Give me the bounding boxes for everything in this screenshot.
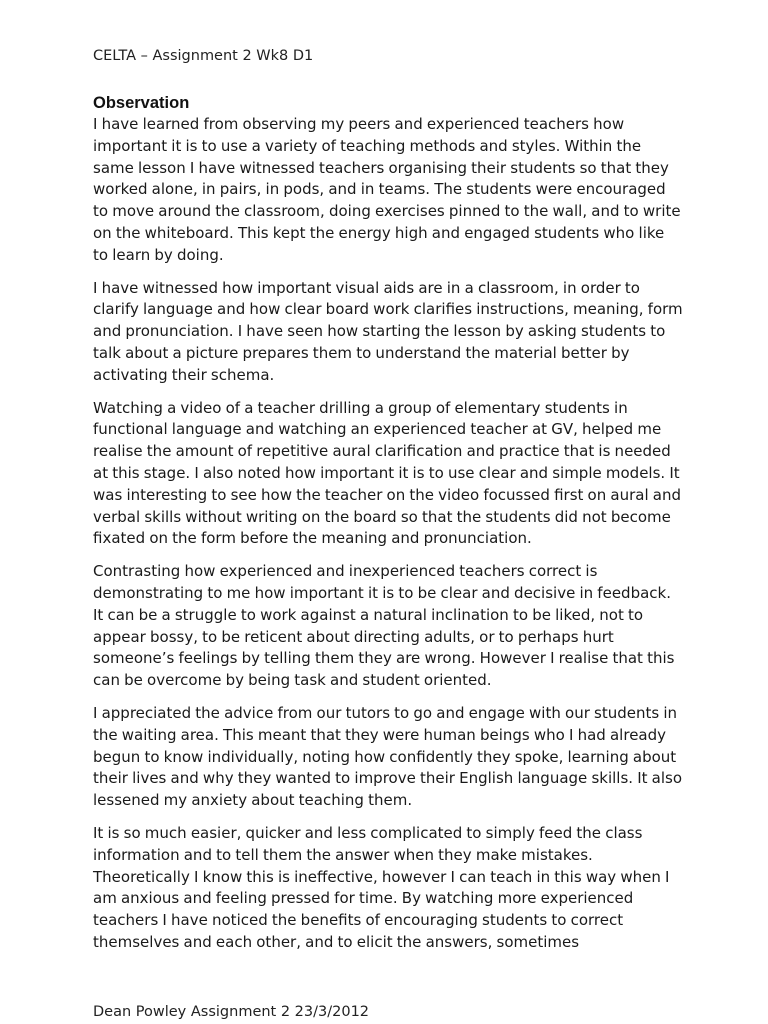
paragraph: I have witnessed how important visual aids are in a classroom, in order to clarify language and how clear board work clarifies instructions, meaning, form and pronunciation. I have seen how starting the lesson by asking students to talk about a picture prepares them to understand the material better by activating their schema. [93,278,683,384]
paragraph: It is so much easier, quicker and less complicated to simply feed the class information and to tell them the answer when they make mistakes. Theoretically I know this is ineffective, however I can teach in this way when I am anxious and feeling pressed for time. By watching more experienced teachers I have noticed the benefits of encouraging students to correct themselves and each other, and to elicit the answers, sometimes [93,823,670,951]
paragraph: I have learned from observing my peers and experienced teachers how important it is to use a variety of teaching methods and styles. Within the same lesson I have witnessed teachers organising their students so that they worked alone, in pairs, in pods, and in teams. The students were encouraged to move around the classroom, doing exercises pinned to the wall, and to write on the whiteboard. This kept the energy high and engaged students who like to learn by doing. [93,115,681,264]
document-body [93,92,683,965]
page-header: CELTA – Assignment 2 Wk8 D1 [93,48,314,64]
paragraph: Contrasting how experienced and inexperienced teachers correct is demonstrating to me how important it is to be clear and decisive in feedback. It can be a struggle to work against a natural inclination to be liked, not to appear bossy, to be reticent about directing adults, or to perhaps hurt someone’s feelings by telling them they are wrong. However I realise that this can be overcome by being task and student oriented. [93,562,675,690]
paragraph: I appreciated the advice from our tutors to go and engage with our students in the waiting area. This meant that they were human beings who I had already begun to know individually, noting how confidently they spoke, learning about their lives and why they wanted to improve their English language skills. It also lessened my anxiety about teaching them. [93,703,683,810]
section-title: Observation [93,94,190,112]
page-footer: Dean Powley Assignment 2 23/3/2012 [93,1004,370,1020]
paragraph: Watching a video of a teacher drilling a group of elementary students in functional language and watching an experienced teacher at GV, helped me realise the amount of repetitive aural clarification and practice that is needed at this stage. I also noted how important it is to use clear and simple models. It was interesting to see how the teacher on the video focussed first on aural and verbal skills without writing on the board so that the students did not become fixated on the form before the meaning and pronunciation. [93,398,682,548]
